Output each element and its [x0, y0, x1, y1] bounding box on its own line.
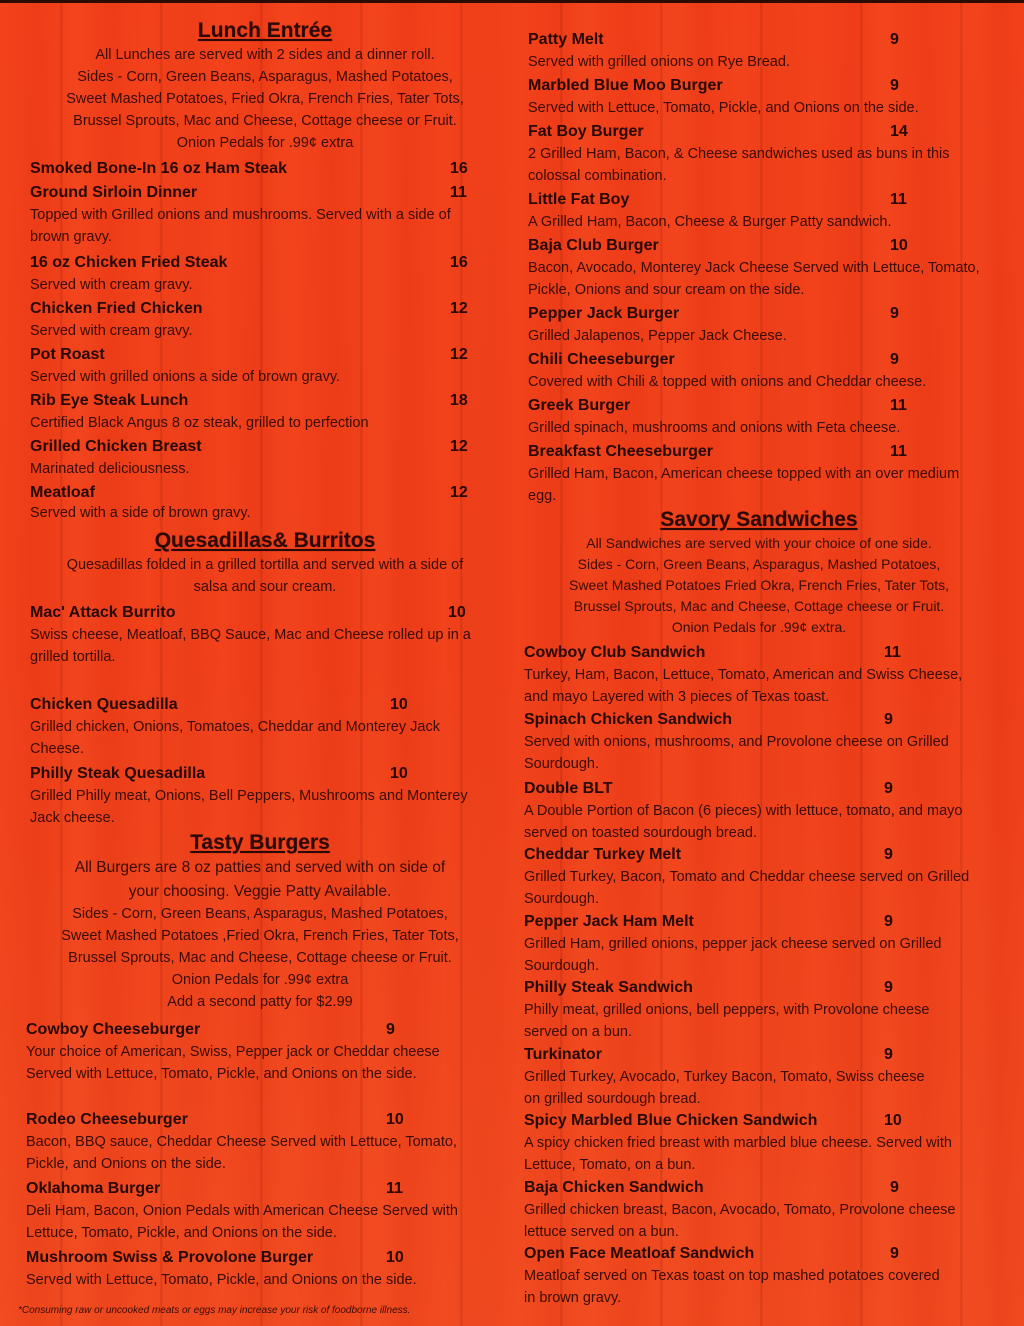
item-name: Cheddar Turkey Melt	[524, 846, 682, 863]
item-price: 11	[884, 644, 901, 661]
item-price: 12	[450, 346, 468, 363]
menu-item	[524, 1043, 994, 1109]
menu-item	[30, 251, 500, 297]
top-border	[0, 0, 1024, 3]
item-name: 16 oz Chicken Fried Steak	[30, 254, 228, 271]
menu-item	[30, 481, 500, 527]
section-tasty-burgers: Tasty Burgers All Burgers are 8 oz patties and served with on side of your choosing. Veggie Patty Available. Sides - Corn, Green Beans, Asparagus, Mashed Potatoes, Sweet Mashed Potatoes ,Fried Okra, French Fries, Tater Tots, Brussel Sprouts, Mac and Cheese, Cottage cheese or Fruit. Onion Pedals for .99¢ extra Add a second patty for $2.99	[20, 830, 500, 1013]
menu-item	[524, 843, 994, 910]
item-description: Served with cream gravy.	[30, 323, 193, 339]
section-savory-sandwiches	[524, 507, 994, 638]
section-quesadillas-burritos	[30, 528, 500, 598]
item-name: Pepper Jack Ham Melt	[524, 913, 694, 930]
item-name: Cowboy Club Sandwich	[524, 644, 706, 661]
item-name: Mushroom Swiss & Provolone Burger	[26, 1249, 314, 1266]
menu-item	[524, 976, 994, 1043]
item-name: Double BLT	[524, 780, 613, 797]
item-price: 10	[386, 1249, 404, 1266]
item-price: 10	[890, 237, 908, 254]
item-description: A spicy chicken fried breast with marbled blue cheese. Served with Lettuce, Tomato, on a bun.	[524, 1135, 952, 1173]
item-name: Ground Sirloin Dinner	[30, 184, 198, 201]
burger-items	[26, 1018, 496, 1292]
item-description: Grilled Ham, grilled onions, pepper jack cheese served on Grilled Sourdough.	[524, 936, 942, 974]
sandwich-items	[524, 641, 994, 1308]
menu-item	[528, 440, 998, 508]
menu-item	[26, 1108, 496, 1177]
item-description: Served with Lettuce, Tomato, Pickle, and Onions on the side.	[528, 100, 919, 116]
item-price: 10	[884, 1112, 902, 1129]
item-price: 11	[890, 397, 907, 414]
item-price: 10	[448, 604, 466, 621]
item-description: Philly meat, grilled onions, bell peppers, with Provolone cheese served on a bun.	[524, 1002, 930, 1040]
item-description: Grilled Turkey, Bacon, Tomato and Cheddar cheese served on Grilled Sourdough.	[524, 869, 970, 907]
item-price: 16	[450, 254, 468, 271]
menu-item	[524, 1176, 994, 1242]
item-price: 9	[386, 1021, 395, 1038]
item-name: Smoked Bone-In 16 oz Ham Steak	[30, 160, 287, 177]
menu-item	[30, 762, 500, 828]
menu-item	[30, 343, 500, 389]
item-description: Swiss cheese, Meatloaf, BBQ Sauce, Mac and Cheese rolled up in a grilled tortilla.	[30, 627, 471, 665]
menu-item	[26, 1018, 496, 1108]
item-description: Marinated deliciousness.	[30, 461, 190, 477]
foodborne-illness-disclaimer: *Consuming raw or uncooked meats or eggs may increase your risk of foodborne illness.	[18, 1305, 411, 1316]
item-name: Rodeo Cheeseburger	[26, 1111, 188, 1128]
item-name: Breakfast Cheeseburger	[528, 443, 713, 460]
item-name: Philly Steak Quesadilla	[30, 765, 206, 782]
item-description: Grilled Ham, Bacon, American cheese topped with an over medium egg.	[528, 466, 960, 504]
item-name: Open Face Meatloaf Sandwich	[524, 1245, 755, 1262]
menu-item	[30, 435, 500, 481]
item-name: Oklahoma Burger	[26, 1180, 161, 1197]
item-price: 9	[884, 979, 893, 996]
item-price: 11	[890, 191, 907, 208]
item-description: Certified Black Angus 8 oz steak, grilled to perfection	[30, 415, 369, 431]
item-name: Chicken Fried Chicken	[30, 300, 203, 317]
menu-item	[524, 910, 994, 976]
menu-item	[524, 777, 994, 843]
item-description: Bacon, Avocado, Monterey Jack Cheese Served with Lettuce, Tomato, Pickle, Onions and sour cream on the side.	[528, 260, 980, 298]
item-price: 14	[890, 123, 908, 140]
section-title: Quesadillas& Burritos	[154, 529, 376, 552]
item-description: Served with onions, mushrooms, and Provolone cheese on Grilled Sourdough.	[524, 734, 949, 772]
item-name: Baja Chicken Sandwich	[524, 1179, 704, 1196]
item-name: Pot Roast	[30, 346, 105, 363]
item-price: 18	[450, 392, 468, 409]
item-description: Grilled Philly meat, Onions, Bell Peppers, Mushrooms and Monterey Jack cheese.	[30, 788, 468, 826]
item-name: Mac' Attack Burrito	[30, 604, 176, 621]
menu-item	[528, 394, 998, 440]
item-name: Philly Steak Sandwich	[524, 979, 693, 996]
item-description: Meatloaf served on Texas toast on top mashed potatoes covered in brown gravy.	[524, 1268, 940, 1306]
item-price: 12	[450, 438, 468, 455]
item-description: Served with Lettuce, Tomato, Pickle, and Onions on the side.	[26, 1272, 417, 1288]
item-price: 9	[890, 1179, 899, 1196]
item-price: 9	[884, 780, 893, 797]
menu-item	[30, 601, 500, 693]
item-price: 11	[386, 1180, 403, 1197]
section-title: Tasty Burgers	[190, 831, 330, 854]
item-name: Baja Club Burger	[528, 237, 659, 254]
section-title: Savory Sandwiches	[660, 508, 858, 531]
item-price: 9	[890, 305, 899, 322]
item-description: A Grilled Ham, Bacon, Cheese & Burger Patty sandwich.	[528, 214, 892, 230]
item-price: 9	[890, 77, 899, 94]
item-price: 12	[450, 300, 468, 317]
item-description: Served with cream gravy.	[30, 277, 193, 293]
item-price: 9	[884, 1046, 893, 1063]
item-price: 9	[890, 351, 899, 368]
item-price: 9	[884, 913, 893, 930]
item-price: 11	[890, 443, 907, 460]
menu-item	[26, 1246, 496, 1292]
item-price: 10	[386, 1111, 404, 1128]
item-description: Your choice of American, Swiss, Pepper jack or Cheddar cheese Served with Lettuce, Tomato, Pickle, and Onions on the side.	[26, 1044, 440, 1082]
item-name: Spicy Marbled Blue Chicken Sandwich	[524, 1112, 818, 1129]
section-intro: All Sandwiches are served with your choice of one side. Sides - Corn, Green Beans, Asparagus, Mashed Potatoes, Sweet Mashed Potatoes Fried Okra, French Fries, Tater Tots, Brussel Sprouts, Mac and Cheese, Cottage cheese or Fruit. Onion Pedals for .99¢ extra.	[569, 535, 949, 635]
item-description: Grilled spinach, mushrooms and onions with Feta cheese.	[528, 420, 901, 436]
item-name: Spinach Chicken Sandwich	[524, 711, 733, 728]
menu-item	[524, 1109, 994, 1176]
item-name: Turkinator	[524, 1046, 602, 1063]
menu-item	[26, 1177, 496, 1246]
item-description: Bacon, BBQ sauce, Cheddar Cheese Served with Lettuce, Tomato, Pickle, and Onions on the side.	[26, 1134, 457, 1172]
item-price: 9	[884, 846, 893, 863]
item-name: Greek Burger	[528, 397, 631, 414]
menu-item	[30, 181, 500, 251]
item-price: 12	[450, 484, 468, 501]
item-name: Marbled Blue Moo Burger	[528, 77, 723, 94]
item-description: Grilled chicken breast, Bacon, Avocado, Tomato, Provolone cheese lettuce served on a bun.	[524, 1202, 956, 1240]
menu-item	[528, 234, 998, 302]
menu-item	[528, 188, 998, 234]
menu-item	[528, 28, 998, 74]
section-intro: Quesadillas folded in a grilled tortilla and served with a side of salsa and sour cream.	[66, 557, 464, 595]
item-description: Covered with Chili & topped with onions and Cheddar cheese.	[528, 374, 927, 390]
item-description: Deli Ham, Bacon, Onion Pedals with American Cheese Served with Lettuce, Tomato, Pickle, and Onions on the side.	[26, 1203, 458, 1241]
menu-item	[30, 157, 500, 181]
item-description: Served with grilled onions on Rye Bread.	[528, 54, 790, 70]
menu-item	[524, 708, 994, 777]
menu-item	[528, 348, 998, 394]
menu-item	[30, 693, 500, 762]
section-lunch-entree	[30, 18, 500, 154]
item-price: 9	[884, 711, 893, 728]
item-name: Fat Boy Burger	[528, 123, 644, 140]
section-title: Lunch Entrée	[197, 19, 333, 42]
menu-item	[528, 120, 998, 188]
item-description: Grilled chicken, Onions, Tomatoes, Cheddar and Monterey Jack Cheese.	[30, 719, 440, 757]
menu-item	[524, 641, 994, 708]
menu-item	[524, 1242, 994, 1308]
section-intro: All Lunches are served with 2 sides and a dinner roll. Sides - Corn, Green Beans, Asparagus, Mashed Potatoes, Sweet Mashed Potatoes, Fried Okra, French Fries, Tater Tots, Brussel Sprouts, Mac and Cheese, Cottage cheese or Fruit. Onion Pedals for .99¢ extra	[66, 47, 464, 151]
item-description: Grilled Jalapenos, Pepper Jack Cheese.	[528, 328, 787, 344]
item-description: A Double Portion of Bacon (6 pieces) with lettuce, tomato, and mayo served on toasted sourdough bread.	[524, 803, 963, 841]
quesadilla-items	[30, 601, 500, 828]
item-name: Little Fat Boy	[528, 191, 630, 208]
item-price: 10	[390, 765, 408, 782]
menu-item	[30, 389, 500, 435]
item-name: Chili Cheeseburger	[528, 351, 675, 368]
lunch-items	[30, 157, 500, 527]
item-description: Grilled Turkey, Avocado, Turkey Bacon, Tomato, Swiss cheese on grilled sourdough bread.	[524, 1069, 925, 1107]
item-description: 2 Grilled Ham, Bacon, & Cheese sandwiches used as buns in this colossal combination.	[528, 146, 950, 184]
item-price: 9	[890, 31, 899, 48]
item-description: Served with a side of brown gravy.	[30, 505, 251, 521]
item-price: 11	[450, 184, 467, 201]
menu-item	[30, 297, 500, 343]
burger-items-continued	[528, 28, 998, 508]
item-description: Served with grilled onions a side of brown gravy.	[30, 369, 341, 385]
item-name: Grilled Chicken Breast	[30, 438, 202, 455]
item-name: Meatloaf	[30, 484, 95, 501]
item-description: Topped with Grilled onions and mushrooms. Served with a side of brown gravy.	[30, 207, 451, 245]
item-price: 16	[450, 160, 468, 177]
item-name: Rib Eye Steak Lunch	[30, 392, 189, 409]
menu-item	[528, 302, 998, 348]
item-name: Cowboy Cheeseburger	[26, 1021, 201, 1038]
item-name: Chicken Quesadilla	[30, 696, 178, 713]
item-name: Pepper Jack Burger	[528, 305, 680, 322]
menu-item	[528, 74, 998, 120]
item-description: Turkey, Ham, Bacon, Lettuce, Tomato, American and Swiss Cheese, and mayo Layered with 3 pieces of Texas toast.	[524, 667, 963, 705]
item-price: 10	[390, 696, 408, 713]
item-price: 9	[890, 1245, 899, 1262]
item-name: Patty Melt	[528, 31, 604, 48]
